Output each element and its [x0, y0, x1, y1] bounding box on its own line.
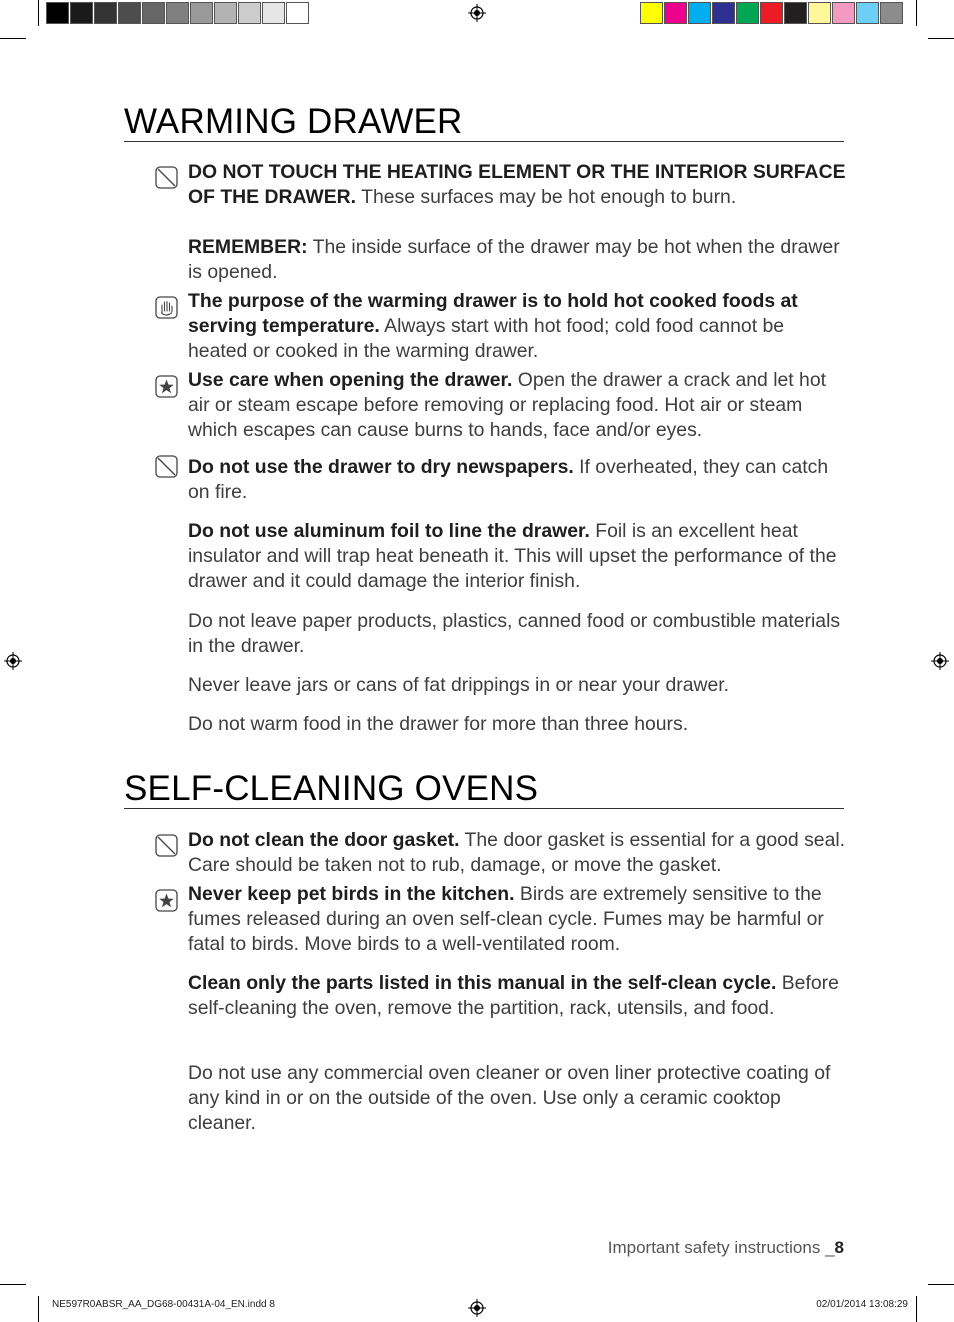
color-swatch [808, 2, 831, 24]
color-swatch [880, 2, 903, 24]
color-swatch [166, 2, 189, 24]
section-title-self-cleaning-ovens: SELF-CLEANING OVENS [124, 770, 844, 809]
crop-mark [916, 0, 917, 26]
color-swatch [70, 2, 93, 24]
important-star-icon [155, 889, 178, 912]
registration-mark-icon [468, 4, 486, 22]
warning-bold: REMEMBER: [188, 236, 308, 258]
color-swatch [286, 2, 309, 24]
color-swatch [688, 2, 711, 24]
warning-bold: Do not use aluminum foil to line the drawer. [188, 520, 590, 542]
color-swatch [142, 2, 165, 24]
warning-text: These surfaces may be hot enough to burn. [356, 186, 737, 208]
crop-mark [916, 1296, 917, 1322]
warning-paragraph [188, 882, 828, 957]
do-not-touch-hand-icon [155, 296, 178, 319]
warning-paragraph [188, 368, 828, 443]
page-number: 8 [834, 1238, 844, 1257]
file-slug: NE597R0ABSR_AA_DG68-00431A-04_EN.indd 8 [52, 1299, 275, 1310]
important-star-icon [155, 375, 178, 398]
color-swatch [214, 2, 237, 24]
section-title-warming-drawer: WARMING DRAWER [124, 103, 844, 142]
color-swatch [832, 2, 855, 24]
warning-paragraph [188, 160, 848, 210]
warning-text: Always start with hot food; cold food cannot be heated or cooked in the warming drawer. [188, 315, 785, 362]
prohibited-icon [155, 166, 178, 189]
color-swatch [664, 2, 687, 24]
warning-paragraph [188, 519, 848, 594]
color-swatch [856, 2, 879, 24]
warning-paragraph: Do not warm food in the drawer for more than three hours. [188, 713, 689, 735]
warning-text: The inside surface of the drawer may be hot when the drawer is opened. [188, 236, 840, 283]
color-swatch [46, 2, 69, 24]
crop-mark [928, 1284, 954, 1285]
registration-mark-icon [468, 1299, 486, 1317]
color-swatch [238, 2, 261, 24]
warning-paragraph [188, 828, 848, 878]
warning-paragraph [188, 289, 848, 364]
page-footer [608, 1238, 844, 1258]
warning-paragraph: Do not leave paper products, plastics, canned food or combustible materials in the drawer. [188, 610, 841, 657]
warning-text: Birds are extremely sensitive to the fumes released during an oven self-clean cycle. Fumes may be harmful or fatal to birds. Move birds to a well-ventilated room. [188, 883, 824, 955]
warning-text: The door gasket is essential for a good seal. Care should be taken not to rub, damage, or move the gasket. [188, 829, 846, 876]
color-swatch [712, 2, 735, 24]
warning-bold: The purpose of the warming drawer is to hold hot cooked foods at serving temperature. [188, 290, 798, 337]
color-swatch [118, 2, 141, 24]
warning-bold: Clean only the parts listed in this manual in the self-clean cycle. [188, 972, 777, 994]
warning-paragraph [188, 971, 848, 1021]
date-slug: 02/01/2014 13:08:29 [816, 1299, 908, 1310]
warning-text: If overheated, they can catch on fire. [188, 456, 829, 503]
warning-paragraph: Do not use any commercial oven cleaner or oven liner protective coating of any kind in or on the outside of the oven. Use only a ceramic cooktop cleaner. [188, 1062, 831, 1134]
color-swatch [262, 2, 285, 24]
color-swatch [736, 2, 759, 24]
gray-color-bar [46, 2, 310, 24]
crop-mark [928, 38, 954, 39]
footer-label: Important safety instructions _ [607, 1238, 835, 1257]
prohibited-icon [155, 455, 178, 478]
crop-mark [0, 38, 26, 39]
registration-mark-icon [931, 652, 949, 670]
warning-paragraph [188, 455, 848, 505]
crop-mark [0, 1284, 26, 1285]
warning-text: Foil is an excellent heat insulator and will trap heat beneath it. This will upset the performance of the drawer and it could damage the interior finish. [188, 520, 837, 592]
color-swatch [760, 2, 783, 24]
warning-bold: Do not clean the door gasket. [188, 829, 460, 851]
warning-paragraph [188, 235, 848, 285]
color-swatch [640, 2, 663, 24]
cmyk-color-bar [640, 2, 904, 24]
warning-bold: Use care when opening the drawer. [188, 369, 513, 391]
warning-text: Before self-cleaning the oven, remove the partition, rack, utensils, and food. [188, 972, 839, 1019]
crop-mark [38, 1296, 39, 1322]
warning-text: Open the drawer a crack and let hot air or steam escape before removing or replacing food. Hot air or steam which escapes can cause burns to hands, face and/or eyes. [188, 369, 827, 441]
prohibited-icon [155, 834, 178, 857]
color-swatch [94, 2, 117, 24]
warning-bold: Do not use the drawer to dry newspapers. [188, 456, 574, 478]
crop-mark [38, 0, 39, 26]
registration-mark-icon [4, 652, 22, 670]
warning-paragraph: Never leave jars or cans of fat drippings in or near your drawer. [188, 674, 730, 696]
color-swatch [784, 2, 807, 24]
color-swatch [190, 2, 213, 24]
warning-bold: DO NOT TOUCH THE HEATING ELEMENT OR THE INTERIOR SURFACE OF THE DRAWER. [188, 161, 846, 208]
warning-bold: Never keep pet birds in the kitchen. [188, 883, 515, 905]
